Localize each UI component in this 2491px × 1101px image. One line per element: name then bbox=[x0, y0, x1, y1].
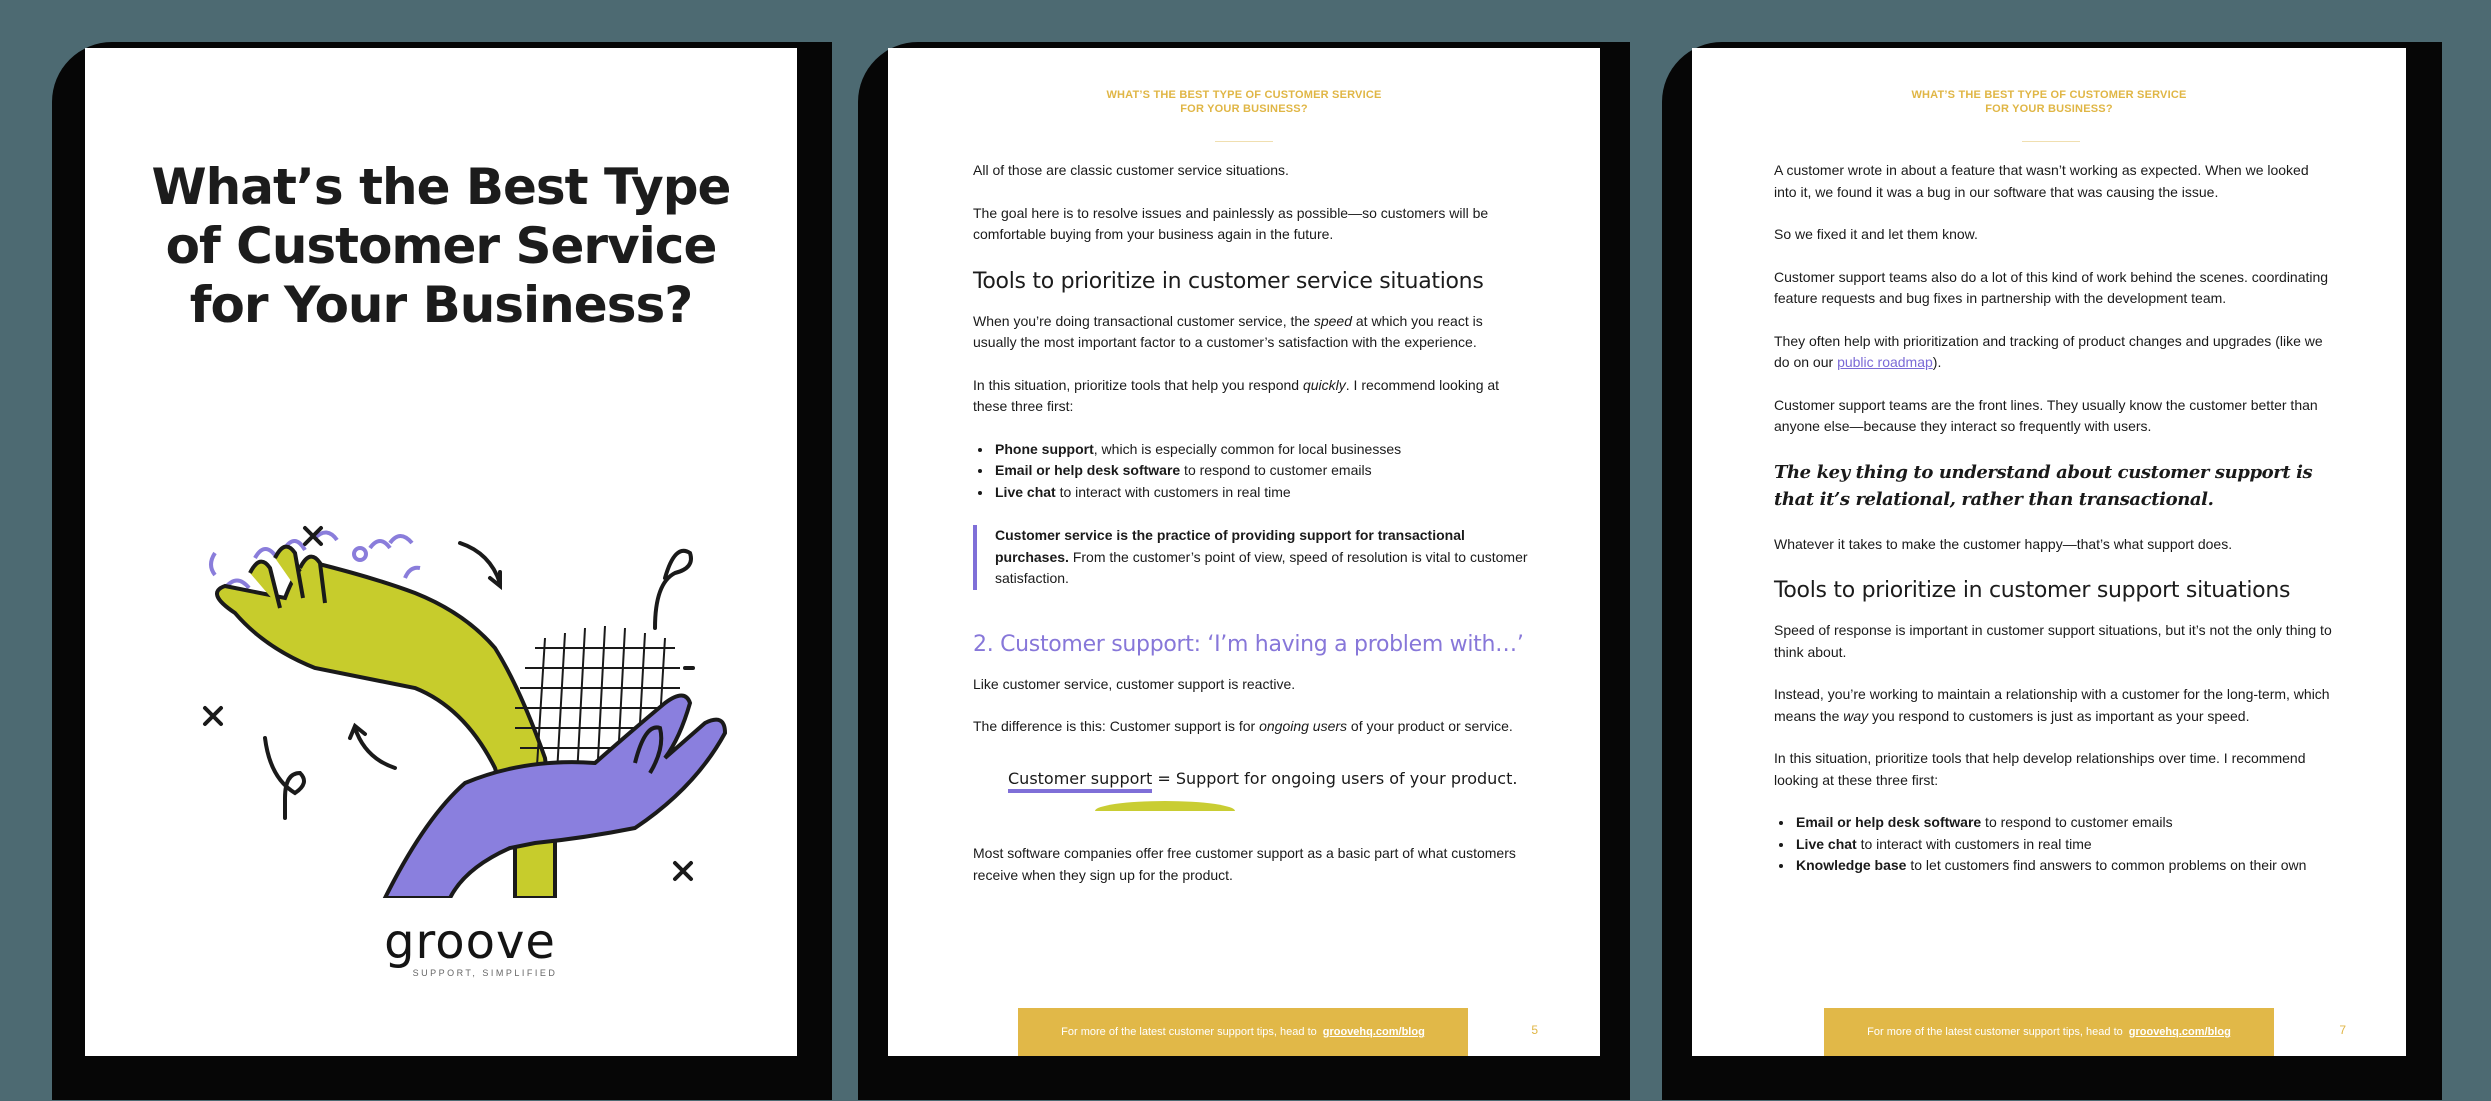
paragraph: When you’re doing transactional customer service, the speed at which you react is usually the most important factor to a customer’s satisfaction with the experience. bbox=[973, 312, 1483, 350]
paragraph: In this situation, prioritize tools that help develop relationships over time. I recommend looking at these three first: bbox=[1774, 750, 2306, 788]
running-head-rule bbox=[2022, 141, 2080, 142]
paragraph: The goal here is to resolve issues and painlessly as possible—so customers will be comfortable buying from your business again in the future. bbox=[973, 204, 1489, 242]
blog-link[interactable]: groovehq.com/blog bbox=[2128, 1026, 2231, 1038]
list-item: • Email or help desk software to respond to customer emails bbox=[993, 460, 1528, 482]
paragraph: Customer support teams also do a lot of this kind of work behind the scenes. coordinating feature requests and bug fixes in partnership with the development team. bbox=[1774, 268, 2329, 306]
footer-banner: For more of the latest customer support tips, head to groovehq.com/blog bbox=[1018, 1008, 1468, 1056]
paragraph: Instead, you’re working to maintain a relationship with a customer for the long-term, which means the way you respond to customers is just as important as your speed. bbox=[1774, 686, 2330, 724]
page-5-body bbox=[973, 160, 1528, 907]
page-number: 5 bbox=[1531, 1023, 1538, 1037]
footer-banner: For more of the latest customer support tips, head to groovehq.com/blog bbox=[1824, 1008, 2274, 1056]
section-heading-customer-support: 2. Customer support: ‘I’m having a problem with…’ bbox=[973, 631, 1524, 657]
public-roadmap-link[interactable]: public roadmap bbox=[1837, 354, 1933, 370]
paragraph: A customer wrote in about a feature that wasn’t working as expected. When we looked into it, we found it was a bug in our software that was causing the issue. bbox=[1774, 162, 2309, 200]
paragraph: Whatever it takes to make the customer happy—that’s what support does. bbox=[1774, 535, 2233, 552]
cover-page bbox=[85, 48, 797, 1056]
tool-list bbox=[1774, 812, 2334, 877]
list-item: • Phone support, which is especially common for local businesses bbox=[993, 439, 1528, 461]
list-item: • Live chat to interact with customers in real time bbox=[993, 482, 1528, 504]
paragraph: Speed of response is important in customer support situations, but it’s not the only thing to think about. bbox=[1774, 622, 2332, 660]
page-5 bbox=[888, 48, 1600, 1056]
running-head: WHAT’S THE BEST TYPE OF CUSTOMER SERVICE FOR YOUR BUSINESS? bbox=[1911, 89, 2187, 115]
page-7 bbox=[1692, 48, 2406, 1056]
groove-logo: groove SUPPORT, SIMPLIFIED bbox=[384, 914, 558, 978]
section-heading: Tools to prioritize in customer service situations bbox=[973, 268, 1484, 294]
blog-link[interactable]: groovehq.com/blog bbox=[1322, 1026, 1425, 1038]
paragraph: In this situation, prioritize tools that help you respond quickly. I recommend looking at these three first: bbox=[973, 376, 1500, 414]
pull-quote: The key thing to understand about customer support is that it’s relational, rather than transactional. bbox=[1774, 461, 2313, 510]
list-item: • Email or help desk software to respond to customer emails bbox=[1794, 812, 2334, 834]
section-heading: Tools to prioritize in customer support situations bbox=[1774, 578, 2291, 603]
paragraph: Customer support teams are the front lines. They usually know the customer better than anyone else—because they interact so frequently with users. bbox=[1774, 396, 2318, 434]
paragraph: They often help with prioritization and tracking of product changes and upgrades (like we do on our public roadmap). bbox=[1774, 332, 2323, 370]
definition: Customer support = Support for ongoing users of your product. bbox=[1008, 768, 1528, 790]
paragraph: Most software companies offer free customer support as a basic part of what customers receive when they sign up for the product. bbox=[973, 845, 1516, 883]
paragraph: The difference is this: Customer support is for ongoing users of your product or service. bbox=[973, 718, 1513, 734]
lime-arc-decoration bbox=[1095, 801, 1235, 811]
tool-list bbox=[973, 439, 1528, 504]
paragraph: Like customer service, customer support is reactive. bbox=[973, 675, 1296, 692]
list-item: • Live chat to interact with customers in real time bbox=[1794, 834, 2334, 856]
running-head-rule bbox=[1215, 141, 1273, 142]
paragraph: So we fixed it and let them know. bbox=[1774, 226, 1978, 242]
cover-title: What’s the Best Type of Customer Service for Your Business? bbox=[151, 158, 731, 334]
page-number: 7 bbox=[2339, 1023, 2346, 1037]
paragraph: All of those are classic customer service situations. bbox=[973, 162, 1289, 178]
running-head: WHAT’S THE BEST TYPE OF CUSTOMER SERVICE FOR YOUR BUSINESS? bbox=[1106, 89, 1382, 115]
page-7-body bbox=[1774, 160, 2334, 899]
list-item: • Knowledge base to let customers find answers to common problems on their own bbox=[1794, 855, 2334, 877]
callout-quote: Customer service is the practice of providing support for transactional purchases. From the customer’s point of view, speed of resolution is vital to customer satisfaction. bbox=[973, 525, 1528, 590]
two-hands-illustration bbox=[165, 498, 765, 898]
